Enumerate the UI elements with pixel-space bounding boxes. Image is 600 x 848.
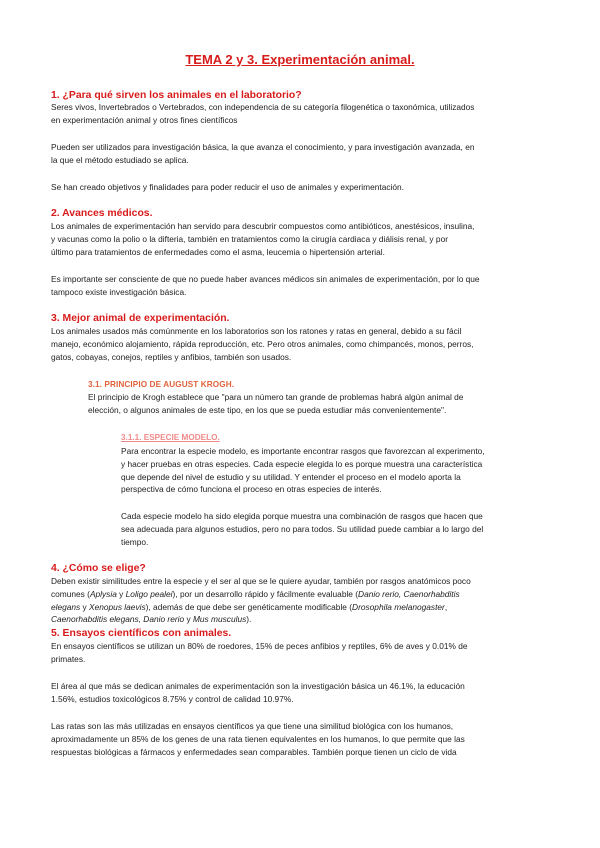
text-line: y vacunas como la polio o la difteria, también en tratamientos como la cirugía cardiaca y diálisis renal, y por bbox=[51, 233, 448, 244]
text-line: aproximadamente un 85% de los genes de una rata tienen equivalentes en los humanos, lo que permite que las bbox=[51, 733, 465, 744]
text-line: en experimentación animal y otros fines científicos bbox=[51, 114, 238, 125]
text-line: perspectiva de cómo funciona el proceso en otras especies de interés. bbox=[121, 484, 382, 495]
text-line: Pueden ser utilizados para investigación básica, la que avanza el conocimiento, y para investigación avanzada, en bbox=[51, 142, 475, 152]
subsection-3-1-1-heading: 3.1.1. ESPECIE MODELO. bbox=[121, 433, 220, 442]
text-line: manejo, económico alojamiento, rápida reproducción, etc. Pero otros animales, como chimpancés, monos, perros, bbox=[51, 338, 474, 349]
text-line: Los animales usados más comúnmente en los laboratorios son los ratones y ratas en general, debido a su fácil bbox=[51, 326, 462, 336]
text-line: comunes (Aplysia y Loligo pealei), por un desarrollo rápido y fácilmente evaluable (Danio rerio, Caenorhabditis bbox=[51, 588, 460, 599]
section-3-heading: 3. Mejor animal de experimentación. bbox=[51, 313, 230, 324]
text-line: respuestas biológicas a fármacos y enfermedades sean comparables. También porque tienen un ciclo de vida bbox=[51, 746, 457, 757]
text-line: Para encontrar la especie modelo, es importante encontrar rasgos que favorezcan al experimento, bbox=[121, 446, 485, 456]
section-5-heading: 5. Ensayos científicos con animales. bbox=[51, 628, 232, 639]
text-line: Las ratas son las más utilizadas en ensayos científicos ya que tiene una similitud biológica con los humanos, bbox=[51, 721, 454, 731]
section-4-heading: 4. ¿Cómo se elige? bbox=[51, 563, 146, 574]
text-line: que depende del nivel de estudio y su utilidad. Y entender el proceso en el modelo aporta la bbox=[121, 471, 461, 482]
subsection-3-1-1-paragraph-1 bbox=[121, 445, 485, 496]
text-line: último para tratamientos de enfermedades como el asma, leucemia o hipertensión arterial. bbox=[51, 246, 385, 257]
section-3-paragraph-1 bbox=[51, 325, 474, 363]
subsection-3-1-1-paragraph-2 bbox=[121, 510, 483, 548]
text-line: El principio de Krogh establece que "para un número tan grande de problemas habrá algún animal de bbox=[88, 392, 464, 402]
section-1-heading: 1. ¿Para qué sirven los animales en el laboratorio? bbox=[51, 90, 302, 101]
text-line: 1.56%, estudios toxicológicos 8.75% y control de calidad 10.97%. bbox=[51, 693, 294, 704]
section-4-paragraph bbox=[51, 575, 471, 626]
text-line: Deben existir similitudes entre la especie y el ser al que se le quiere ayudar, también por rasgos anatómicos poco bbox=[51, 576, 471, 586]
section-1-paragraph-3 bbox=[51, 181, 404, 194]
page-title: TEMA 2 y 3. Experimentación animal. bbox=[185, 52, 415, 67]
section-2-paragraph-2 bbox=[51, 273, 480, 299]
text-line: la que el método estudiado se aplica. bbox=[51, 154, 189, 165]
text-line: El área al que más se dedican animales de experimentación son la investigación básica un 46.1%, la educación bbox=[51, 681, 465, 691]
text-line: Se han creado objetivos y finalidades para poder reducir el uso de animales y experimentación. bbox=[51, 182, 404, 192]
section-2-heading: 2. Avances médicos. bbox=[51, 208, 153, 219]
subsection-3-1-paragraph bbox=[88, 391, 463, 417]
section-1-paragraph-2 bbox=[51, 141, 474, 167]
section-5-paragraph-2 bbox=[51, 680, 465, 706]
text-line: y hacer pruebas en otras especies. Cada especie elegida lo es porque muestra una característica bbox=[121, 458, 483, 469]
section-5-paragraph-3 bbox=[51, 720, 465, 758]
text-line: Cada especie modelo ha sido elegida porque muestra una combinación de rasgos que hacen que bbox=[121, 511, 483, 521]
text-line: gatos, cobayas, conejos, reptiles y anfibios, también son usados. bbox=[51, 351, 292, 362]
text-line: tampoco existe investigación básica. bbox=[51, 286, 187, 297]
subsection-3-1-heading: 3.1. PRINCIPIO DE AUGUST KROGH. bbox=[88, 380, 235, 389]
section-5-paragraph-1 bbox=[51, 640, 468, 666]
text-line: Es importante ser consciente de que no puede haber avances médicos sin animales de experimentación, por lo que bbox=[51, 274, 480, 284]
text-line: tiempo. bbox=[121, 536, 149, 547]
text-line: Los animales de experimentación han servido para descubrir compuestos como antibióticos, anestésicos, insulina, bbox=[51, 221, 475, 231]
text-line: primates. bbox=[51, 653, 86, 664]
text-line: En ensayos científicos se utilizan un 80% de roedores, 15% de peces anfibios y reptiles, 6% de aves y 0.01% de bbox=[51, 641, 468, 651]
text-line: elegans y Xenopus laevis), además de que debe ser genéticamente modificable (Drosophila melanogaster, bbox=[51, 601, 448, 612]
text-line: Seres vivos, Invertebrados o Vertebrados, con independencia de su categoría filogenética o taxonómica, utilizados bbox=[51, 102, 475, 112]
text-line: elección, o algunos animales de este tipo, en los que se pueda estudiar más convenientemente". bbox=[88, 404, 447, 415]
section-1-paragraph-1 bbox=[51, 101, 474, 127]
text-line: Caenorhabditis elegans, Danio rerio y Mus musculus). bbox=[51, 614, 252, 625]
section-2-paragraph-1 bbox=[51, 220, 474, 258]
text-line: sea adecuada para algunos estudios, pero no para todos. Su utilidad puede cambiar a lo largo del bbox=[121, 523, 484, 534]
